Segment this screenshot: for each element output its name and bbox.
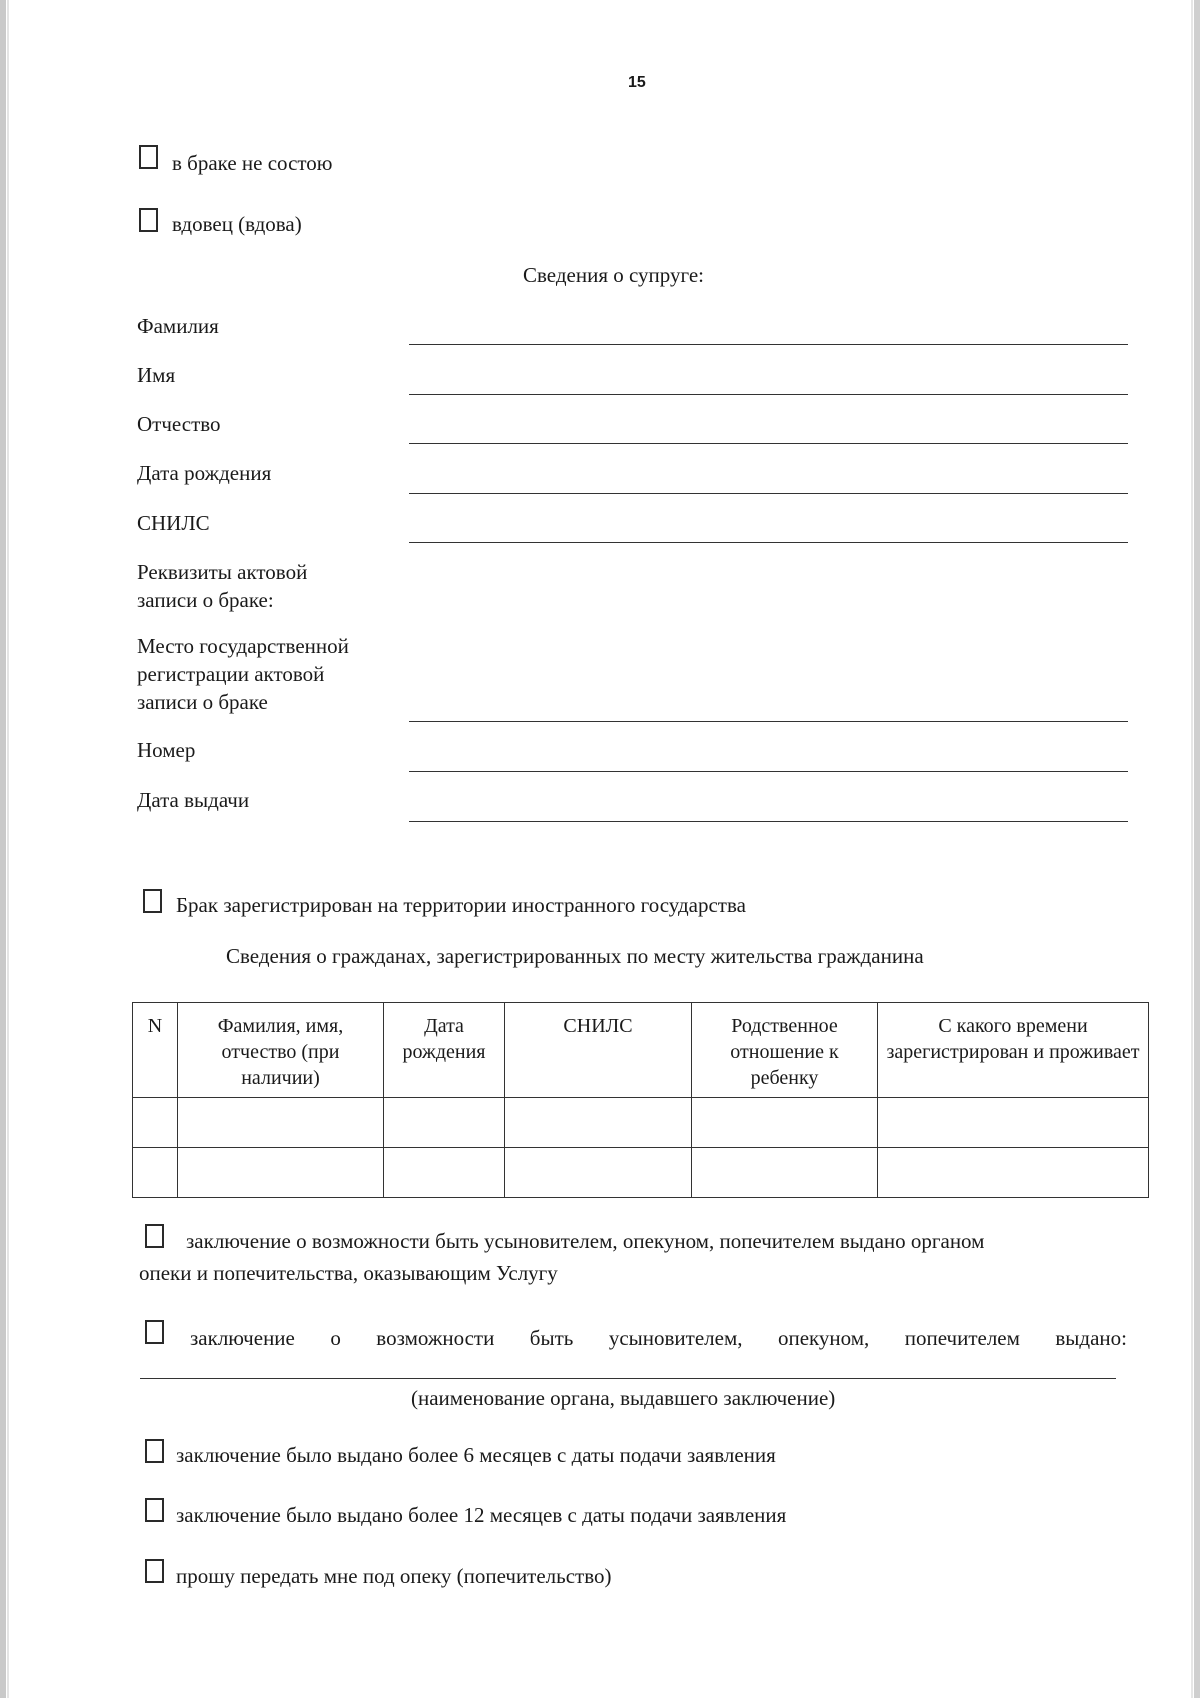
- scan-right-edge: [1194, 0, 1200, 1698]
- table-cell[interactable]: [505, 1148, 692, 1198]
- first-name-label: Имя: [137, 363, 176, 387]
- registration-place-label-line2: регистрации актовой: [137, 662, 325, 686]
- table-cell[interactable]: [133, 1098, 178, 1148]
- column-header-relationship: Родственное отношение к ребенку: [692, 1003, 878, 1098]
- foreign-marriage-checkbox[interactable]: [143, 889, 162, 913]
- column-header-number: N: [133, 1003, 178, 1098]
- surname-input-line[interactable]: [409, 344, 1128, 345]
- column-header-birth-date: Дата рождения: [384, 1003, 505, 1098]
- issued-over-12-months-label: заключение было выдано более 12 месяцев с даты подачи заявления: [176, 1503, 787, 1527]
- issuer-name-caption: (наименование органа, выдавшего заключение): [411, 1386, 836, 1410]
- conclusion-local-checkbox[interactable]: [145, 1224, 164, 1248]
- table-cell[interactable]: [384, 1098, 505, 1148]
- issued-over-12-months-checkbox[interactable]: [145, 1498, 164, 1522]
- widower-checkbox[interactable]: [139, 208, 158, 232]
- table-cell[interactable]: [133, 1148, 178, 1198]
- spouse-section-heading: Сведения о супруге:: [523, 263, 704, 287]
- column-header-registered-since: С какого времени зарегистрирован и проживает: [878, 1003, 1149, 1098]
- patronymic-input-line[interactable]: [409, 443, 1128, 444]
- column-header-snils: СНИЛС: [505, 1003, 692, 1098]
- issuer-name-input-line[interactable]: [140, 1378, 1116, 1379]
- marriage-record-label-line2: записи о браке:: [137, 588, 274, 612]
- number-input-line[interactable]: [409, 771, 1128, 772]
- table-cell[interactable]: [692, 1148, 878, 1198]
- table-cell[interactable]: [878, 1148, 1149, 1198]
- registration-place-label-line1: Место государственной: [137, 634, 349, 658]
- registration-place-label-line3: записи о браке: [137, 690, 268, 714]
- widower-label: вдовец (вдова): [172, 212, 302, 236]
- conclusion-local-label-line1: заключение о возможности быть усыновителем, опекуном, попечителем выдано органом: [186, 1229, 985, 1253]
- table-header-row: [133, 1003, 1149, 1098]
- conclusion-local-label-line2: опеки и попечительства, оказывающим Услугу: [139, 1261, 558, 1285]
- birth-date-input-line[interactable]: [409, 493, 1128, 494]
- issue-date-input-line[interactable]: [409, 821, 1128, 822]
- residents-heading: Сведения о гражданах, зарегистрированных по месту жительства гражданина: [226, 944, 924, 968]
- surname-label: Фамилия: [137, 314, 219, 338]
- issued-over-6-months-label: заключение было выдано более 6 месяцев с даты подачи заявления: [176, 1443, 776, 1467]
- patronymic-label: Отчество: [137, 412, 221, 436]
- marriage-record-label-line1: Реквизиты актовой: [137, 560, 308, 584]
- request-guardianship-label: прошу передать мне под опеку (попечительство): [176, 1564, 612, 1588]
- conclusion-other-label: заключение о возможности быть усыновителем, опекуном, попечителем выдано:: [190, 1326, 1127, 1350]
- column-header-full-name: Фамилия, имя, отчество (при наличии): [178, 1003, 384, 1098]
- registration-place-input-line[interactable]: [409, 721, 1128, 722]
- scan-left-edge-shadow: [7, 0, 9, 1698]
- table-cell[interactable]: [178, 1098, 384, 1148]
- table-cell[interactable]: [384, 1148, 505, 1198]
- residents-table: [132, 1002, 1149, 1198]
- table-row: [133, 1148, 1149, 1198]
- table-cell[interactable]: [505, 1098, 692, 1148]
- foreign-marriage-label: Брак зарегистрирован на территории иностранного государства: [176, 893, 746, 917]
- table-cell[interactable]: [692, 1098, 878, 1148]
- issued-over-6-months-checkbox[interactable]: [145, 1439, 164, 1463]
- snils-label: СНИЛС: [137, 511, 210, 535]
- snils-input-line[interactable]: [409, 542, 1128, 543]
- birth-date-label: Дата рождения: [137, 461, 272, 485]
- not-married-label: в браке не состою: [172, 151, 333, 175]
- table-cell[interactable]: [178, 1148, 384, 1198]
- number-label: Номер: [137, 738, 196, 762]
- conclusion-other-checkbox[interactable]: [145, 1320, 164, 1344]
- table-cell[interactable]: [878, 1098, 1149, 1148]
- table-row: [133, 1098, 1149, 1148]
- scan-right-edge-shadow: [1191, 0, 1193, 1698]
- page-number: 15: [628, 74, 646, 91]
- first-name-input-line[interactable]: [409, 394, 1128, 395]
- scan-left-edge: [0, 0, 6, 1698]
- issue-date-label: Дата выдачи: [137, 788, 250, 812]
- request-guardianship-checkbox[interactable]: [145, 1559, 164, 1583]
- not-married-checkbox[interactable]: [139, 145, 158, 169]
